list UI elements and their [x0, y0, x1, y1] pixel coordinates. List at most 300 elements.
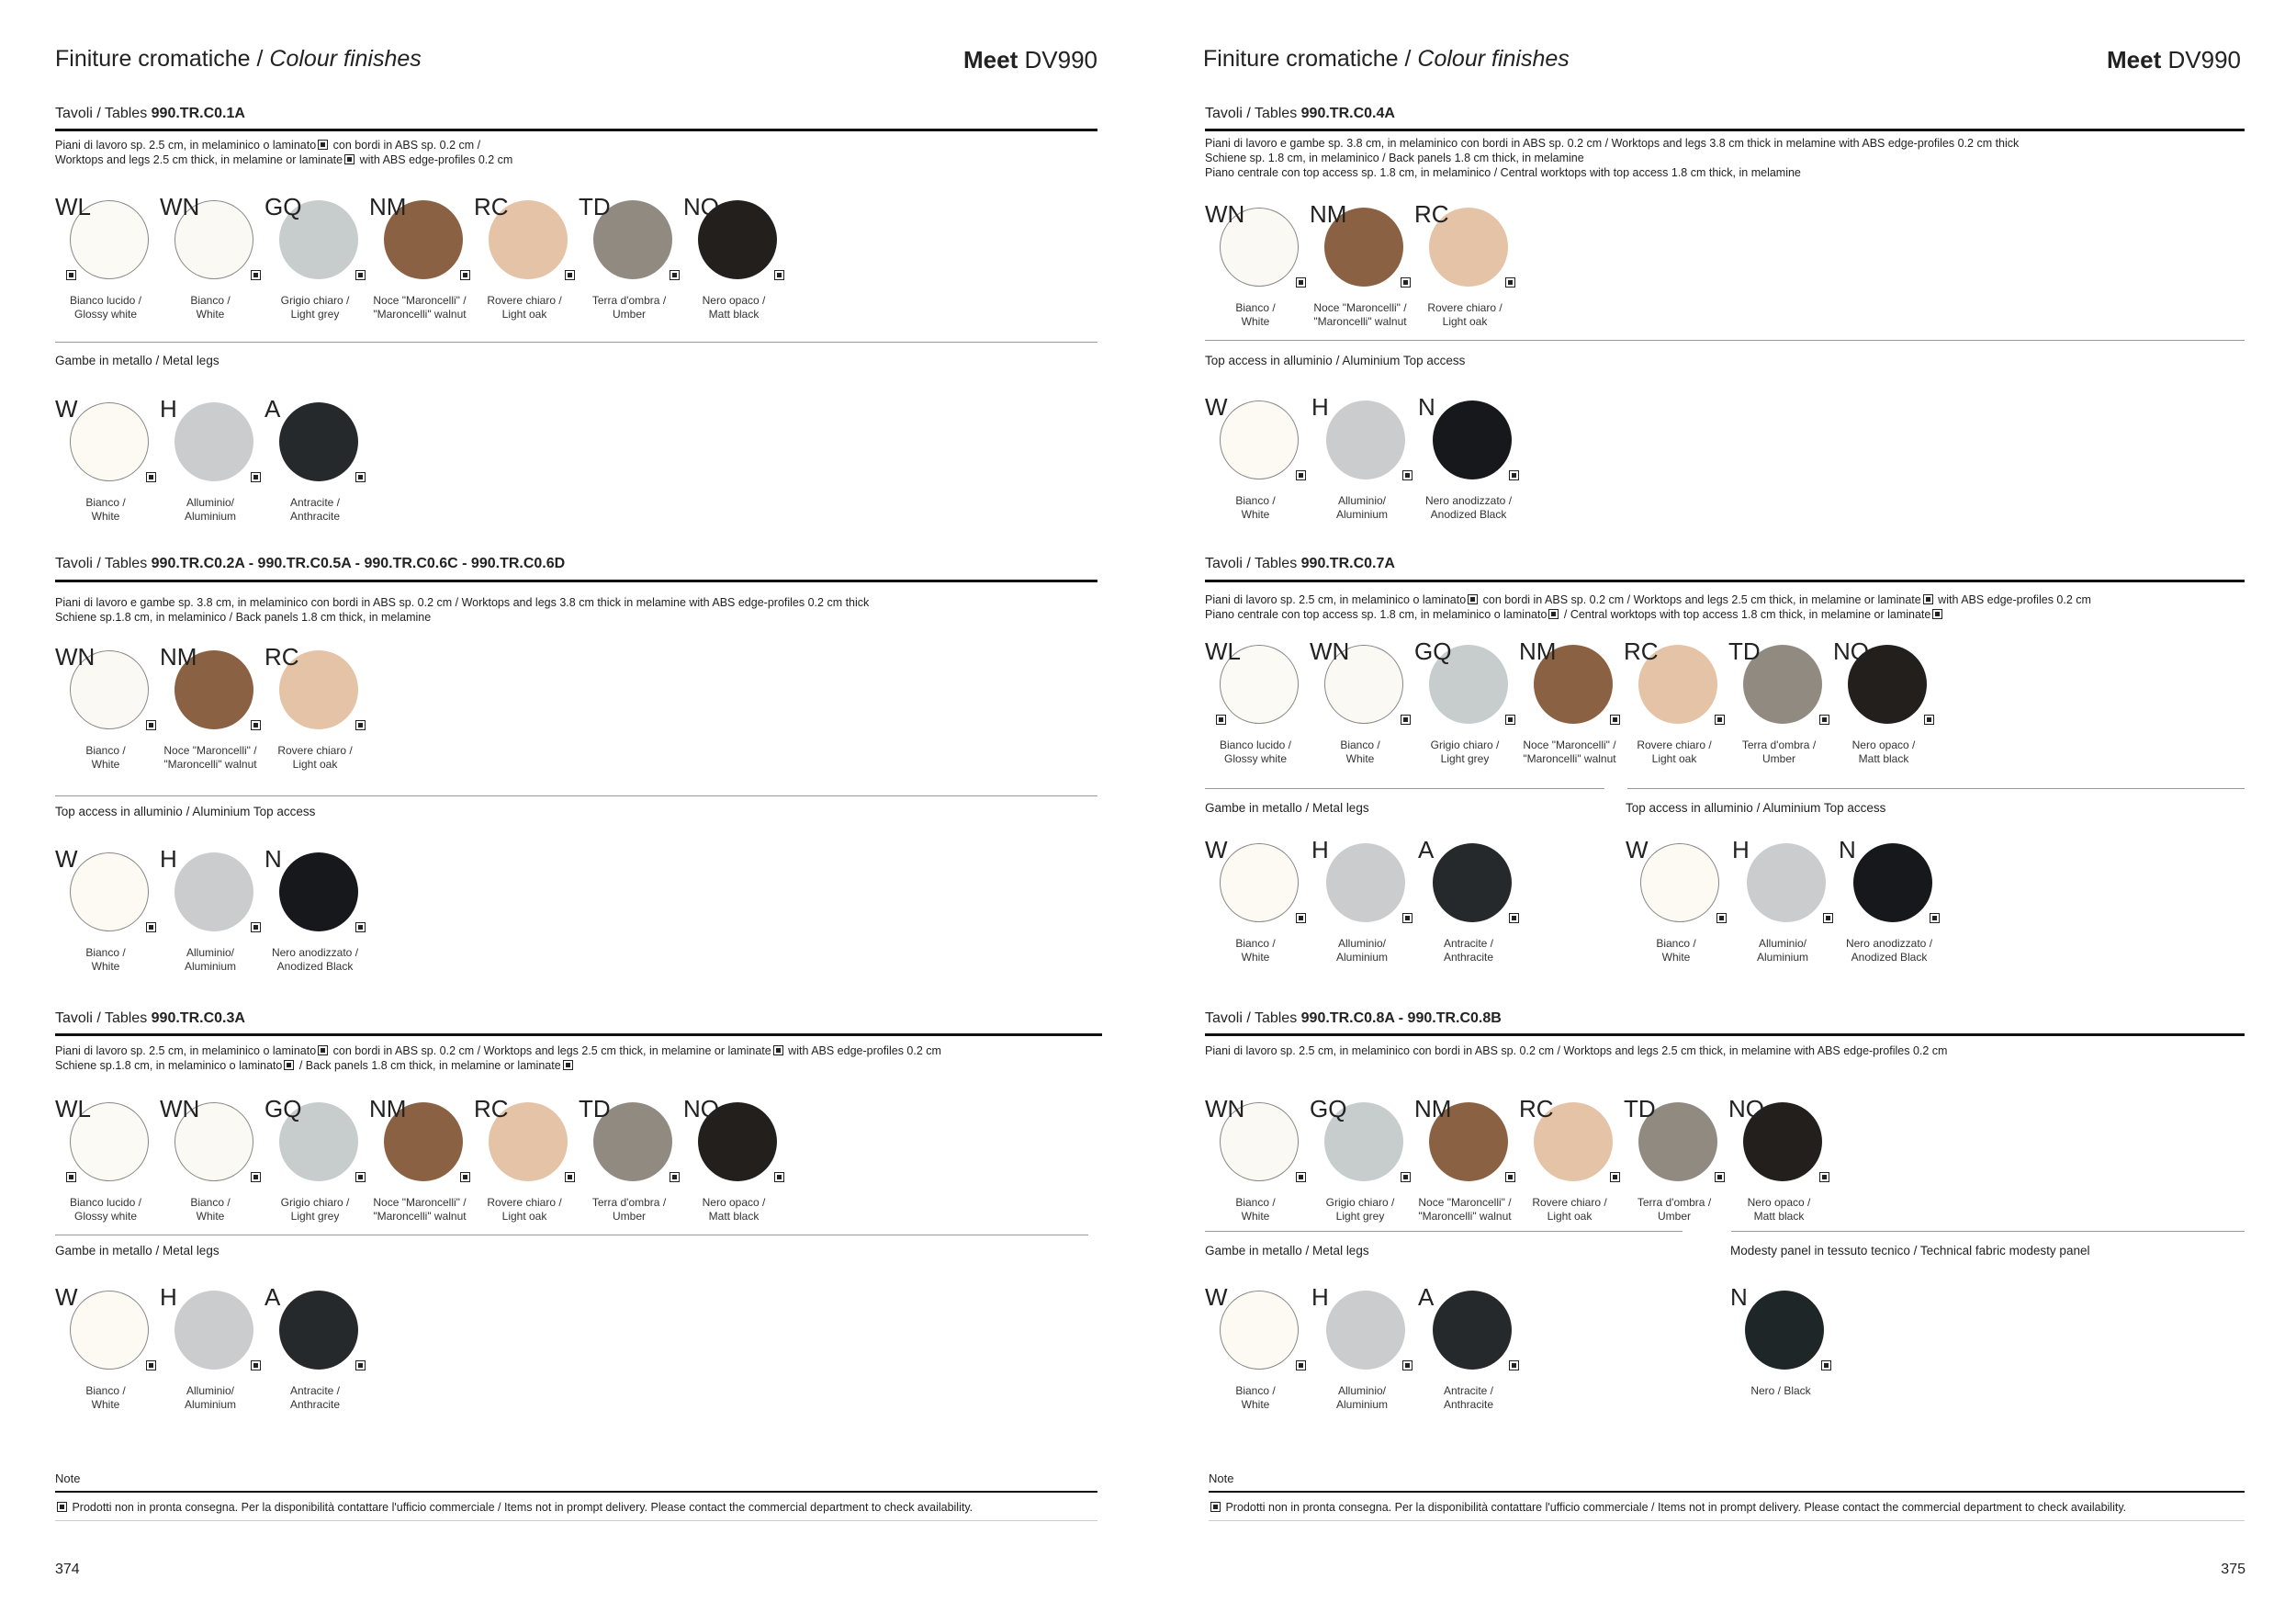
finish-label [46, 744, 165, 772]
finish-label-en: White [196, 308, 225, 321]
finish-label [1824, 739, 1943, 766]
finish-code: RC [474, 1095, 509, 1122]
color-swatch-disc [1326, 400, 1405, 479]
finish-swatch [264, 395, 366, 523]
availability-marker-icon [1819, 715, 1829, 725]
color-swatch-disc [1220, 843, 1299, 922]
availability-marker-icon [1509, 1360, 1519, 1370]
divider [1627, 788, 2245, 789]
availability-marker-icon [66, 1172, 76, 1182]
finish-label-it: Grigio chiaro / [280, 294, 350, 307]
finish-code: H [1311, 836, 1329, 863]
finish-label-en: Glossy white [1223, 752, 1288, 765]
finish-label-en: Matt black [708, 308, 760, 321]
section-title: Tavoli / Tables 990.TR.C0.3A [55, 1010, 245, 1026]
finish-code: NO [1728, 1095, 1764, 1122]
availability-marker-icon [565, 1172, 575, 1182]
finish-label [360, 1196, 479, 1224]
finish-label-it: Terra d'ombra / [1637, 1196, 1712, 1209]
finish-label-it: Rovere chiaro / [487, 294, 562, 307]
finish-label [46, 496, 165, 524]
finish-label [1302, 937, 1422, 964]
finish-code: NM [1519, 637, 1557, 665]
divider [1205, 788, 1604, 789]
finish-label-en: Aluminium [184, 1398, 236, 1411]
finish-swatch [55, 1283, 156, 1411]
availability-marker-icon [251, 1360, 261, 1370]
color-swatch-disc [279, 1291, 358, 1370]
availability-marker-icon [1468, 594, 1478, 604]
finish-label-en: Anthracite [1443, 1398, 1494, 1411]
finish-code: WN [1310, 637, 1350, 665]
availability-marker-icon [146, 472, 156, 482]
availability-marker-icon [318, 1045, 328, 1055]
availability-marker-icon [773, 1045, 783, 1055]
availability-marker-icon [355, 472, 366, 482]
finish-swatch [1624, 1095, 1725, 1223]
finish-code: WN [55, 643, 96, 671]
finish-code: WN [1205, 200, 1245, 228]
finish-label-en: Light oak [1547, 1210, 1593, 1223]
finish-label [1405, 301, 1525, 329]
finish-label-it: Bianco / [190, 1196, 231, 1209]
availability-marker-icon [1401, 1172, 1411, 1182]
finish-label-it: Bianco / [1656, 937, 1696, 950]
availability-marker-icon [1296, 470, 1306, 480]
availability-marker-icon [1402, 1360, 1412, 1370]
page-title: Finiture cromatiche / Colour finishes [1203, 46, 1570, 72]
finish-label-en: White [196, 1210, 225, 1223]
finish-label-en: Light grey [1440, 752, 1490, 765]
finish-label-it: Rovere chiaro / [277, 744, 353, 757]
section-title: Tavoli / Tables 990.TR.C0.1A [55, 106, 245, 121]
finish-code: NO [683, 193, 719, 220]
finish-label [1196, 1196, 1315, 1224]
availability-marker-icon [251, 922, 261, 932]
note-text: Prodotti non in pronta consegna. Per la disponibilità contattare l'ufficio commerciale / Items not in prompt delivery. Please contact the commercial department to check availability. [1209, 1501, 2126, 1514]
finish-label-en: Umber [1761, 752, 1795, 765]
finish-swatch [1626, 836, 1727, 964]
finish-code: NO [1833, 637, 1869, 665]
availability-marker-icon [1715, 1172, 1725, 1182]
finish-label [1721, 1384, 1840, 1398]
finish-label-en: Matt black [1753, 1210, 1805, 1223]
finish-swatch [1728, 1095, 1829, 1223]
finish-label [151, 294, 270, 321]
availability-marker-icon [1823, 913, 1833, 923]
finish-label-en: White [91, 1398, 120, 1411]
section-description: Piano centrale con top access sp. 1.8 cm, in melaminico o laminato / Central worktops with top access 1.8 cm thick, in melamine or laminate [1205, 607, 1944, 622]
finish-label-it: Bianco / [1235, 937, 1276, 950]
finish-code: N [1730, 1283, 1748, 1311]
right-page [1148, 0, 2296, 1624]
finish-label [1196, 739, 1315, 766]
color-swatch-disc [70, 852, 149, 931]
color-swatch-disc [174, 1291, 253, 1370]
finish-swatch [1310, 1095, 1411, 1223]
section-description: Schiene sp. 1.8 cm, in melaminico / Back panels 1.8 cm thick, in melamine [1205, 152, 1584, 164]
availability-marker-icon [146, 1360, 156, 1370]
finish-label-it: Bianco / [85, 496, 126, 509]
availability-marker-icon [460, 1172, 470, 1182]
color-swatch-disc [1433, 843, 1512, 922]
finish-label-it: Antracite / [1443, 937, 1494, 950]
finish-label-en: White [91, 758, 120, 771]
color-swatch-disc [1326, 843, 1405, 922]
finish-label [1196, 1384, 1315, 1412]
finish-code: RC [1624, 637, 1659, 665]
finish-label-it: Alluminio/ [186, 496, 235, 509]
finish-label [255, 496, 375, 524]
finish-code: H [160, 395, 177, 423]
section-title: Tavoli / Tables 990.TR.C0.8A - 990.TR.C0.8B [1205, 1010, 1502, 1026]
finish-label-en: Umber [1657, 1210, 1691, 1223]
availability-marker-icon [774, 1172, 784, 1182]
finish-label-it: Bianco / [85, 946, 126, 959]
finish-label-en: Umber [612, 308, 646, 321]
finish-label-it: Nero anodizzato / [1424, 494, 1513, 507]
finish-swatch [1833, 637, 1934, 765]
finish-label-en: Aluminium [1335, 951, 1388, 964]
finish-label [360, 294, 479, 321]
color-swatch-disc [1220, 1291, 1299, 1370]
finish-swatch [1311, 393, 1412, 521]
availability-marker-icon [251, 720, 261, 730]
finish-label-it: Nero opaco / [702, 1196, 766, 1209]
finish-label [1300, 739, 1420, 766]
divider [55, 1520, 1097, 1521]
finish-code: N [1839, 836, 1856, 863]
finish-swatch [55, 395, 156, 523]
section-description: Piani di lavoro sp. 2.5 cm, in melaminico con bordi in ABS sp. 0.2 cm / Worktops and legs 2.5 cm thick, in melamine with ABS edge-profiles 0.2 cm [1205, 1044, 1948, 1057]
availability-marker-icon [1610, 715, 1620, 725]
finish-label-it: Bianco / [1235, 494, 1276, 507]
availability-marker-icon [774, 270, 784, 280]
finish-label-en: White [91, 510, 120, 523]
finish-swatch [683, 1095, 784, 1223]
finish-label [255, 1384, 375, 1412]
finish-code: W [55, 395, 78, 423]
finish-code: TD [579, 1095, 611, 1122]
finish-swatch [579, 193, 680, 321]
finish-swatch [264, 193, 366, 321]
finish-swatch [1414, 200, 1515, 328]
finish-label-en: Anthracite [1443, 951, 1494, 964]
finish-code: GQ [264, 193, 302, 220]
finish-label-it: Bianco lucido / [69, 294, 142, 307]
finish-swatch [160, 1283, 261, 1411]
availability-marker-icon [1716, 913, 1727, 923]
finish-label-en: "Maroncelli" walnut [1523, 752, 1616, 765]
finish-label-it: Noce "Maroncelli" / [163, 744, 257, 757]
finish-label-en: Glossy white [73, 308, 138, 321]
finish-label [46, 1196, 165, 1224]
finish-code: RC [264, 643, 299, 671]
finish-code: H [1311, 393, 1329, 421]
finish-swatch [1839, 836, 1940, 964]
finish-swatch [474, 1095, 575, 1223]
availability-marker-icon [1819, 1172, 1829, 1182]
availability-marker-icon [1210, 1502, 1221, 1512]
finish-swatch [1205, 1095, 1306, 1223]
finish-label-en: "Maroncelli" walnut [1418, 1210, 1512, 1223]
finish-label-en: Glossy white [73, 1210, 138, 1223]
finish-label [1196, 937, 1315, 964]
finish-label-it: Nero opaco / [702, 294, 766, 307]
finish-label-en: White [91, 960, 120, 973]
color-swatch-disc [279, 402, 358, 481]
availability-marker-icon [251, 472, 261, 482]
finish-label-en: Light oak [292, 758, 338, 771]
availability-marker-icon [146, 922, 156, 932]
finish-label [1302, 1384, 1422, 1412]
finish-code: TD [1624, 1095, 1656, 1122]
finish-label [1615, 1196, 1734, 1224]
finish-label-en: White [1345, 752, 1375, 765]
divider [1205, 340, 2245, 341]
divider [1731, 1231, 2245, 1232]
finish-label-it: Rovere chiaro / [1427, 301, 1503, 314]
finish-label [1405, 739, 1525, 766]
availability-marker-icon [1216, 715, 1226, 725]
note-label: Note [1209, 1472, 1234, 1485]
availability-marker-icon [1505, 277, 1515, 288]
divider [1209, 1520, 2245, 1521]
finish-code: RC [1519, 1095, 1554, 1122]
finish-swatch [1414, 1095, 1515, 1223]
availability-marker-icon [1548, 609, 1559, 619]
finish-code: N [264, 845, 282, 873]
finish-label-it: Bianco / [85, 744, 126, 757]
finish-label-en: Light grey [290, 308, 340, 321]
finish-label-en: Matt black [1858, 752, 1909, 765]
availability-marker-icon [57, 1502, 67, 1512]
availability-marker-icon [1930, 913, 1940, 923]
availability-marker-icon [670, 1172, 680, 1182]
color-swatch-disc [1326, 1291, 1405, 1370]
availability-marker-icon [1924, 715, 1934, 725]
color-swatch-disc [1745, 1291, 1824, 1370]
finish-code: NO [683, 1095, 719, 1122]
finish-label-en: Aluminium [1756, 951, 1808, 964]
availability-marker-icon [1932, 609, 1942, 619]
finish-code: W [55, 1283, 78, 1311]
product-name: Meet DV990 [2107, 46, 2241, 73]
finish-label-it: Alluminio/ [1337, 937, 1387, 950]
finish-label-it: Bianco lucido / [1219, 739, 1292, 751]
finish-code: NM [1414, 1095, 1452, 1122]
finish-code: NM [369, 193, 407, 220]
finish-label-it: Nero opaco / [1747, 1196, 1811, 1209]
finish-swatch [579, 1095, 680, 1223]
finish-swatch [55, 643, 156, 771]
section-rule [55, 129, 1097, 131]
finish-label [1196, 494, 1315, 522]
finish-swatch [1624, 637, 1725, 765]
finish-label-en: Aluminium [1335, 1398, 1388, 1411]
finish-code: RC [1414, 200, 1449, 228]
finish-label [1719, 1196, 1839, 1224]
finish-label-it: Antracite / [289, 1384, 341, 1397]
finish-swatch [683, 193, 784, 321]
finish-code: WL [55, 193, 91, 220]
finish-label-it: Terra d'ombra / [591, 1196, 667, 1209]
finish-code: W [1205, 1283, 1228, 1311]
finish-label-en: White [1661, 951, 1691, 964]
availability-marker-icon [1296, 913, 1306, 923]
finish-label-it: Bianco / [190, 294, 231, 307]
finish-label [569, 1196, 689, 1224]
finish-label-en: Aluminium [1335, 508, 1388, 521]
availability-marker-icon [355, 1360, 366, 1370]
finish-label-it: Alluminio/ [186, 946, 235, 959]
finish-label [674, 294, 793, 321]
availability-marker-icon [563, 1060, 573, 1070]
availability-marker-icon [1505, 715, 1515, 725]
finish-code: A [264, 395, 281, 423]
finish-code: WN [1205, 1095, 1245, 1122]
finish-swatch [474, 193, 575, 321]
finish-code: RC [474, 193, 509, 220]
finish-label [674, 1196, 793, 1224]
finish-code: NM [160, 643, 197, 671]
finish-swatch [160, 643, 261, 771]
finish-label-it: Bianco / [1235, 1384, 1276, 1397]
finish-label-it: Antracite / [1443, 1384, 1494, 1397]
note-label: Note [55, 1472, 81, 1485]
finish-code: WL [55, 1095, 91, 1122]
finish-label-it: Rovere chiaro / [487, 1196, 562, 1209]
finish-label [1409, 1384, 1528, 1412]
color-swatch-disc [1853, 843, 1932, 922]
product-name: Meet DV990 [963, 46, 1097, 73]
finish-label-it: Rovere chiaro / [1532, 1196, 1607, 1209]
finish-label-en: "Maroncelli" walnut [373, 1210, 467, 1223]
finish-swatch [1310, 637, 1411, 765]
finish-label [151, 1196, 270, 1224]
availability-marker-icon [344, 154, 355, 164]
finish-code: GQ [1310, 1095, 1347, 1122]
note-text: Prodotti non in pronta consegna. Per la disponibilità contattare l'ufficio commerciale / Items not in prompt delivery. Please contact the commercial department to check availability. [55, 1501, 973, 1514]
finish-label [255, 946, 375, 974]
finish-label [1510, 739, 1629, 766]
availability-marker-icon [355, 1172, 366, 1182]
finish-label-en: Aluminium [184, 960, 236, 973]
finish-code: WN [160, 1095, 200, 1122]
finish-swatch [160, 845, 261, 973]
finish-label-it: Noce "Maroncelli" / [373, 1196, 467, 1209]
finish-label [1409, 937, 1528, 964]
finish-label-en: Anthracite [289, 510, 341, 523]
section-description: Worktops and legs 2.5 cm thick, in melamine or laminate with ABS edge-profiles 0.2 cm [55, 153, 513, 166]
availability-marker-icon [1402, 913, 1412, 923]
finish-label-it: Bianco / [1340, 739, 1380, 751]
divider [1205, 1231, 1683, 1232]
finish-code: WL [1205, 637, 1241, 665]
finish-swatch [369, 193, 470, 321]
finish-label-en: "Maroncelli" walnut [373, 308, 467, 321]
finish-swatch [160, 1095, 261, 1223]
top-access-label: Top access in alluminio / Aluminium Top access [55, 805, 316, 818]
availability-marker-icon [355, 922, 366, 932]
availability-marker-icon [1821, 1360, 1831, 1370]
color-swatch-disc [279, 852, 358, 931]
finish-label [1300, 301, 1420, 329]
finish-swatch [1730, 1283, 1831, 1398]
legs-label: Gambe in metallo / Metal legs [55, 1244, 219, 1257]
finish-swatch [1519, 637, 1620, 765]
legs-label: Gambe in metallo / Metal legs [1205, 1244, 1369, 1257]
color-swatch-disc [1220, 400, 1299, 479]
section-rule [1205, 580, 2245, 582]
finish-code: GQ [264, 1095, 302, 1122]
finish-swatch [1310, 200, 1411, 328]
finish-label [255, 1196, 375, 1224]
finish-code: A [264, 1283, 281, 1311]
availability-marker-icon [1401, 277, 1411, 288]
finish-label [1300, 1196, 1420, 1224]
finish-label-it: Noce "Maroncelli" / [1523, 739, 1616, 751]
finish-label-it: Bianco lucido / [69, 1196, 142, 1209]
finish-label [151, 744, 270, 772]
finish-swatch [1519, 1095, 1620, 1223]
availability-marker-icon [670, 270, 680, 280]
divider [55, 342, 1097, 343]
finish-label-it: Rovere chiaro / [1637, 739, 1712, 751]
color-swatch-disc [70, 1291, 149, 1370]
finish-swatch [1418, 1283, 1519, 1411]
finish-swatch [55, 1095, 156, 1223]
finish-code: TD [1728, 637, 1761, 665]
finish-label [151, 496, 270, 524]
divider [55, 795, 1097, 796]
finish-label-it: Terra d'ombra / [591, 294, 667, 307]
finish-code: W [1205, 836, 1228, 863]
availability-marker-icon [460, 270, 470, 280]
finish-label-it: Noce "Maroncelli" / [1418, 1196, 1512, 1209]
finish-label-en: Light oak [501, 308, 547, 321]
availability-marker-icon [1296, 1172, 1306, 1182]
finish-code: GQ [1414, 637, 1452, 665]
finish-swatch [1205, 1283, 1306, 1411]
availability-marker-icon [318, 140, 328, 150]
availability-marker-icon [355, 720, 366, 730]
finish-swatch [1205, 637, 1306, 765]
finish-label-en: Umber [612, 1210, 646, 1223]
color-swatch-disc [1640, 843, 1719, 922]
finish-label-en: Light grey [1335, 1210, 1385, 1223]
finish-label-it: Antracite / [289, 496, 341, 509]
section-description: Piani di lavoro e gambe sp. 3.8 cm, in melaminico con bordi in ABS sp. 0.2 cm / Worktops and legs 3.8 cm thick in melamine with ABS edge-profiles 0.2 cm thick [1205, 137, 2020, 150]
finish-label-en: White [1241, 315, 1270, 328]
finish-label [255, 744, 375, 772]
finish-label-it: Noce "Maroncelli" / [373, 294, 467, 307]
finish-label [1719, 739, 1839, 766]
finish-label-en: White [1241, 951, 1270, 964]
finish-swatch [1205, 200, 1306, 328]
section-description: Piano centrale con top access sp. 1.8 cm, in melaminico / Central worktops with top access 1.8 cm thick, in melamine [1205, 166, 1801, 179]
availability-marker-icon [251, 1172, 261, 1182]
availability-marker-icon [66, 270, 76, 280]
color-swatch-disc [70, 402, 149, 481]
finish-label [1510, 1196, 1629, 1224]
finish-swatch [1205, 393, 1306, 521]
finish-swatch [1732, 836, 1833, 964]
finish-code: W [1626, 836, 1649, 863]
section-rule [1205, 1033, 2245, 1036]
finish-label-en: Anodized Black [1851, 951, 1928, 964]
finish-swatch [264, 1283, 366, 1411]
